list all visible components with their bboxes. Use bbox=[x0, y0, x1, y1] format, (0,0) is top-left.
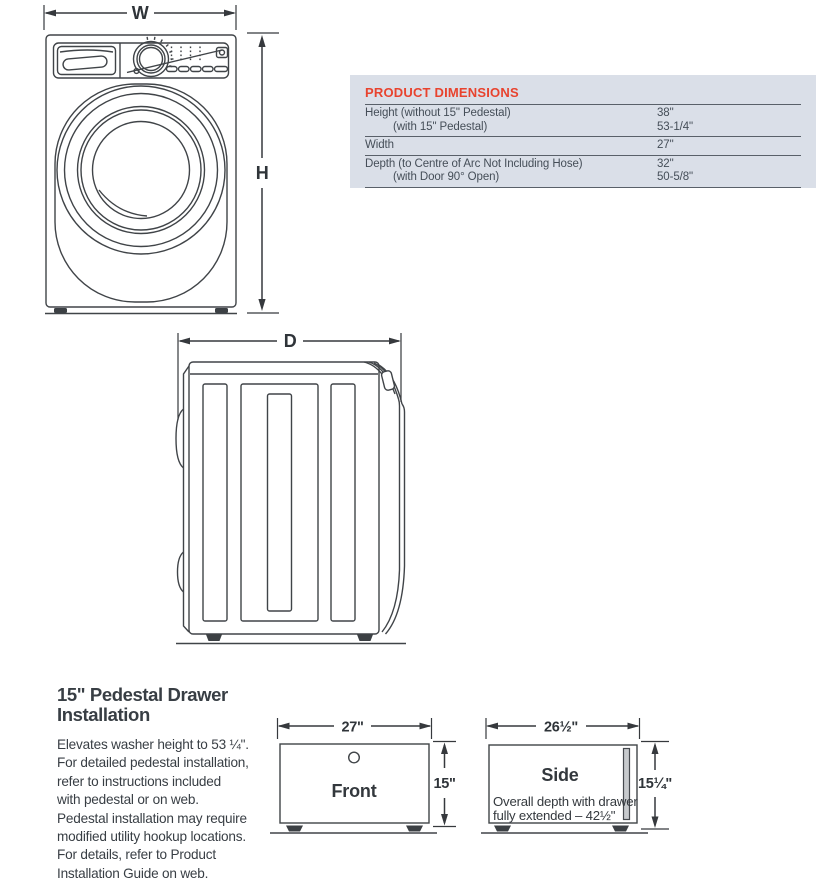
h-label: H bbox=[255, 163, 269, 183]
drawer-note-line1: Overall depth with drawer bbox=[493, 794, 638, 809]
row-sublabel: (with Door 90° Open) bbox=[393, 171, 500, 183]
pedestal-heading-line1: 15" Pedestal Drawer bbox=[57, 684, 228, 705]
front-width-label: 27" bbox=[341, 719, 364, 736]
table-row-width bbox=[365, 137, 801, 156]
table-row-height bbox=[365, 105, 801, 137]
pedestal-heading bbox=[57, 685, 317, 725]
row-subvalue: 53-1/4" bbox=[657, 120, 693, 133]
product-dimensions-table bbox=[350, 75, 816, 188]
front-height-label: 15" bbox=[433, 776, 456, 792]
row-label: Height (without 15" Pedestal) bbox=[365, 107, 511, 119]
row-value: 32" bbox=[657, 157, 674, 170]
body-line: refer to instructions included bbox=[57, 773, 222, 789]
pedestal-side-width-dimension bbox=[486, 718, 640, 739]
body-line: modified utility hookup locations. bbox=[57, 829, 246, 845]
pedestal-body bbox=[57, 736, 317, 883]
row-value: 27" bbox=[657, 139, 674, 151]
w-label: W bbox=[131, 3, 149, 23]
washer-front-view bbox=[45, 35, 237, 314]
row-values bbox=[657, 139, 674, 153]
drawer-note-line2: fully extended – 42½" bbox=[493, 808, 616, 823]
row-label: Depth (to Centre of Arc Not Including Hose) bbox=[365, 157, 583, 170]
table-row-depth bbox=[365, 156, 801, 188]
body-line: For detailed pedestal installation, bbox=[57, 755, 249, 771]
body-line: with pedestal or on web. bbox=[57, 792, 199, 808]
d-label: D bbox=[283, 331, 297, 351]
body-line: Pedestal installation may require bbox=[57, 810, 247, 826]
row-sublabel: (with 15" Pedestal) bbox=[393, 120, 488, 133]
side-height-label: 15¼" bbox=[638, 776, 672, 792]
row-value: 38" bbox=[657, 107, 674, 119]
row-values bbox=[657, 107, 693, 134]
body-line: Elevates washer height to 53 ¼". bbox=[57, 737, 249, 752]
pedestal-heading-line2: Installation bbox=[57, 704, 150, 725]
pedestal-side-height-dimension bbox=[638, 742, 672, 830]
pedestal-installation-section bbox=[57, 685, 317, 883]
row-subvalue: 50-5/8" bbox=[657, 171, 693, 183]
side-width-label: 26½" bbox=[544, 719, 578, 736]
body-line: Installation Guide on web. bbox=[57, 865, 209, 881]
pedestal-side-diagram bbox=[481, 718, 672, 833]
pedestal-front-label: Front bbox=[331, 781, 377, 801]
w-dimension bbox=[44, 3, 236, 30]
pedestal-front-height-dimension bbox=[433, 742, 456, 827]
row-label: Width bbox=[365, 139, 394, 151]
washer-side-view bbox=[176, 362, 406, 644]
body-line: For details, refer to Product bbox=[57, 847, 216, 863]
control-panel bbox=[54, 37, 229, 78]
h-dimension bbox=[247, 33, 279, 313]
row-values bbox=[657, 158, 693, 185]
pedestal-side-label: Side bbox=[541, 765, 579, 785]
table-title: PRODUCT DIMENSIONS bbox=[365, 83, 801, 105]
